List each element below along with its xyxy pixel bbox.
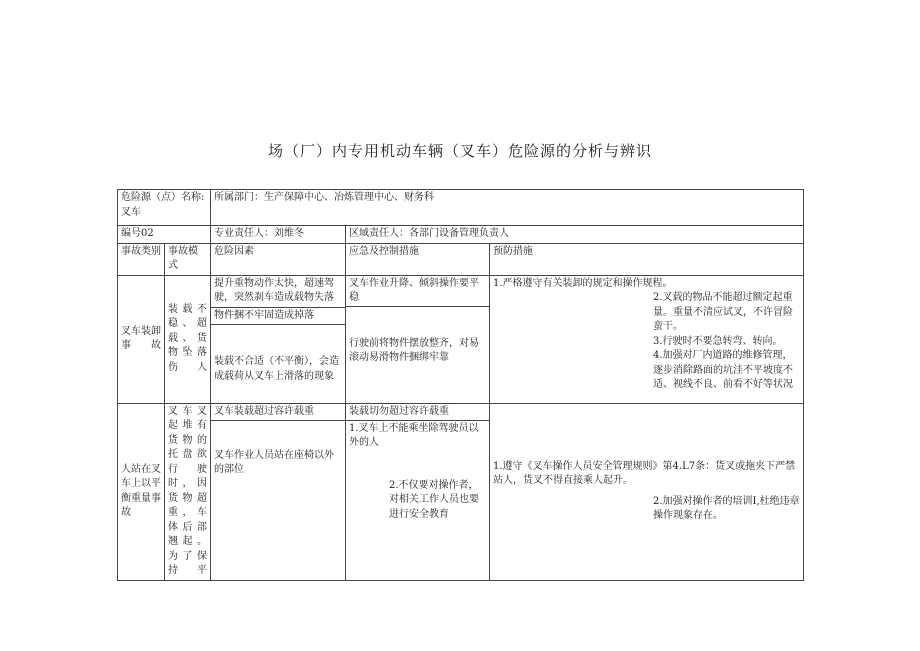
row1-prevention-1: 1.严格遵守有关装卸的规定和操作规程。 [493,277,673,289]
row1-mode: 装载不稳、超载、货物坠落伤人 [165,275,211,403]
row1-prevention-2: 2.叉载的物品不能超过额定起重量。重量不清应试叉，不许冒险蛮干。 [653,292,793,332]
row1-factor-1: 提升重物动作太快，超速驾驶，突然刹车造成载物失落 [211,276,345,308]
department-cell: 所属部门：生产保障中心、冶炼管理中心、财务科 [211,190,804,226]
row2-prevention [490,403,804,580]
row2-control-2a: 1.叉车上不能乘坐除驾驶员以外的人 [349,422,479,448]
row1-category: 叉车装卸事故 [118,275,165,403]
professional-cell: 专业责任人：刘维冬 [211,226,346,244]
row2-factor-2: 叉车作业人员站在座椅以外的部位 [214,449,334,475]
header-control: 应急及控制措施 [346,243,490,275]
number-cell: 编号02 [118,226,211,244]
table-row [118,275,804,403]
hazard-name-cell: 危险源（点）名称:叉车 [118,190,211,226]
row1-prevention-4: 4.加强对厂内道路的维修管理，逐步消除路面的坑洼不平坡度不适、视线不良、前看不好等状况 [653,350,793,390]
row2-category: 人站在叉车上以平衡重量事故 [118,403,165,580]
info-row-2 [118,226,804,244]
table-row [118,403,804,580]
row1-control-1: 叉车作业升降、倾斜操作要平稳 [346,276,489,307]
row1-prevention-3: 3.行驶时不要急转弯、转向。 [653,335,783,347]
row2-control-2b: 2.不仅要对操作者，对相关工作人员也要进行安全教育 [389,479,479,520]
row2-prevention-2: 2.加强对操作者的培训I,杜绝违章操作现象存在。 [653,495,800,521]
row1-controls [346,275,490,403]
row1-prevention [490,275,804,403]
row1-factor-2: 物件捆不牢固造成掉落 [211,308,345,326]
row2-control-2 [346,421,489,524]
regional-cell: 区域责任人：各部门设备管理负责人 [346,226,804,244]
row1-factor-3: 装载不合适（不平衡），会造成载荷从叉车上滑落的现象 [214,356,339,382]
header-mode: 事故模式 [165,243,211,275]
header-factor: 危险因素 [211,243,346,275]
row2-controls [346,403,490,580]
info-row-1 [118,190,804,226]
row2-control-1: 装载切勿超过容许载重 [346,404,489,421]
row1-control-2: 行驶前将物件摆放整齐，对易滚动易滑物件捆绑牢靠 [349,337,479,363]
hazard-table [117,189,804,581]
row2-mode: 叉车叉起堆有货物的托盘欲行驶时，因货物超重，车体后部翘起。为了保持平 [165,403,211,580]
page-title: 场（厂）内专用机动车辆（叉车）危险源的分析与辨识 [267,142,652,160]
row2-factor-1: 叉车装载超过容许载重 [211,404,345,421]
header-prevention: 预防措施 [490,243,804,275]
row2-prevention-1: 1.遵守《叉车操作人员安全管理规则》第4.L7条：货叉或拖夹下严禁站人，货叉不得直接乘人起升。 [493,460,796,486]
header-row [118,243,804,275]
row2-factors [211,403,346,580]
row1-factors [211,275,346,403]
header-category: 事故类别 [118,243,165,275]
